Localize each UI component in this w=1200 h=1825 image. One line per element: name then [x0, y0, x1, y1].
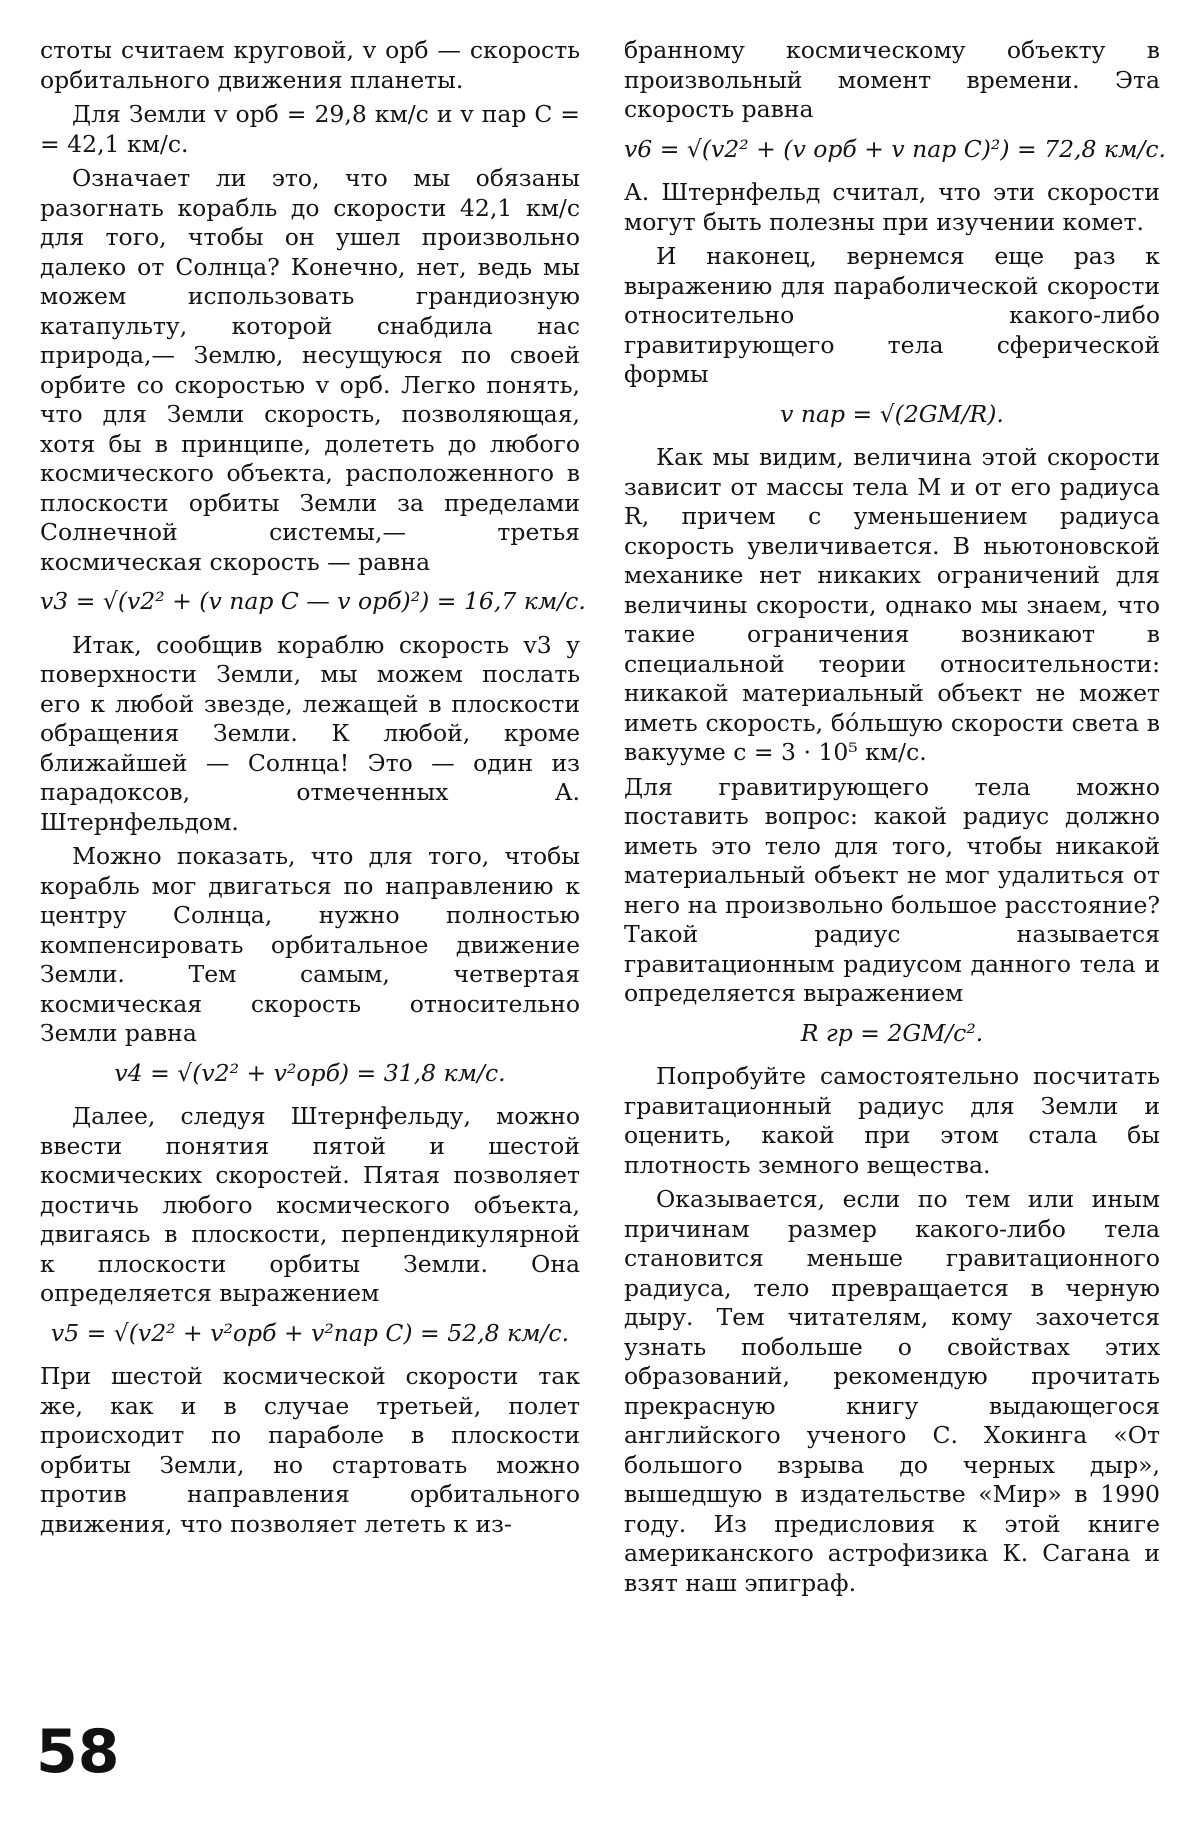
right-paragraph-5: Для гравитирующего тела можно поставить вопрос: какой радиус должно иметь это тело для того, чтобы никакой материальный объект не мог удалиться от него на произвольно большое расстояние? Такой радиус называется гравитационным радиусом данного тела и определяется выражением [624, 772, 1160, 1007]
left-paragraph-7: При шестой космической скорости так же, как и в случае третьей, полет происходит по параболе в плоскости орбиты Земли, но стартовать можно против направления орбитального движения, что позволяет лететь к из- [40, 1362, 580, 1538]
left-paragraph-6: Далее, следуя Штернфельду, можно ввести понятия пятой и шестой космических скоростей. Пятая позволяет достичь любого космического объекта, двигаясь в плоскости, перпендикулярной к плоскости орбиты Земли. Она определяется выражением [40, 1102, 580, 1307]
left-paragraph-3: Означает ли это, что мы обязаны разогнать корабль до скорости 42,1 км/с для того, чтобы он ушел произвольно далеко от Солнца? Конечно, нет, ведь мы можем использовать грандиозную катапульту, которой снабдила нас природа,— Землю, несущуюся по своей орбите со скоростью v орб. Легко понять, что для Земли скорость, позволяющая, хотя бы в принципе, долететь до любого космического объекта, расположенного в плоскости орбиты Земли за пределами Солнечной системы,— третья космическая скорость — равна [40, 164, 580, 576]
left-paragraph-1: стоты считаем круговой, v орб — скорость орбитального движения планеты. [40, 36, 580, 94]
formula-fourth-cosmic-speed: v4 = √(v2² + v²орб) = 31,8 км/с. [114, 1058, 506, 1087]
formula-parabolic-speed: v пар = √(2GM/R). [780, 399, 1004, 428]
formula-fifth-cosmic-speed: v5 = √(v2² + v²орб + v²пар С) = 52,8 км/с. [50, 1318, 570, 1347]
right-paragraph-3: И наконец, вернемся еще раз к выражению для параболической скорости относительно какого-либо гравитирующего тела сферической формы [624, 242, 1160, 388]
formula-gravitational-radius: R гр = 2GM/c². [800, 1018, 984, 1047]
right-paragraph-4: Как мы видим, величина этой скорости зависит от массы тела M и от его радиуса R, причем с уменьшением радиуса скорость увеличивается. В ньютоновской механике нет никаких ограничений для величины скорости, однако мы знаем, что такие ограничения возникают в специальной теории относительности: никакой материальный объект не может иметь скорость, бóльшую скорости света в вакууме c = 3 · 10⁵ км/с. [624, 443, 1160, 766]
page-number: 58 [36, 1717, 120, 1787]
left-paragraph-2: Для Земли v орб = 29,8 км/с и v пар С = = 42,1 км/с. [40, 100, 580, 158]
left-paragraph-5: Можно показать, что для того, чтобы корабль мог двигаться по направлению к центру Солнца, нужно полностью компенсировать орбитальное движение Земли. Тем самым, четвертая космическая скорость относительно Земли равна [40, 842, 580, 1047]
right-paragraph-6: Попробуйте самостоятельно посчитать гравитационный радиус для Земли и оценить, какой при этом стала бы плотность земного вещества. [624, 1062, 1160, 1179]
formula-sixth-cosmic-speed: v6 = √(v2² + (v орб + v пар С)²) = 72,8 км/с. [624, 134, 1166, 163]
right-column [624, 36, 1166, 1603]
right-paragraph-2: А. Штернфельд считал, что эти скорости могут быть полезны при изучении комет. [624, 178, 1160, 236]
left-paragraph-4: Итак, сообщив кораблю скорость v3 у поверхности Земли, мы можем послать его к любой звезде, лежащей в плоскости обращения Земли. К любой, кроме ближайшей — Солнца! Это — один из парадоксов, отмеченных А. Штернфельдом. [40, 630, 580, 836]
left-column [40, 36, 586, 1544]
right-paragraph-7: Оказывается, если по тем или иным причинам размер какого-либо тела становится меньше гравитационного радиуса, тело превращается в черную дыру. Тем читателям, кому захочется узнать побольше о свойствах этих образований, рекомендую прочитать прекрасную книгу выдающегося английского ученого С. Хокинга «От большого взрыва до черных дыр», вышедшую в издательстве «Мир» в 1990 году. Из предисловия к этой книге американского астрофизика К. Сагана и взят наш эпиграф. [624, 1185, 1160, 1597]
formula-third-cosmic-speed: v3 = √(v2² + (v пар С — v орб)²) = 16,7 км/с. [40, 587, 586, 615]
right-paragraph-1: бранному космическому объекту в произвольный момент времени. Эта скорость равна [624, 36, 1160, 123]
